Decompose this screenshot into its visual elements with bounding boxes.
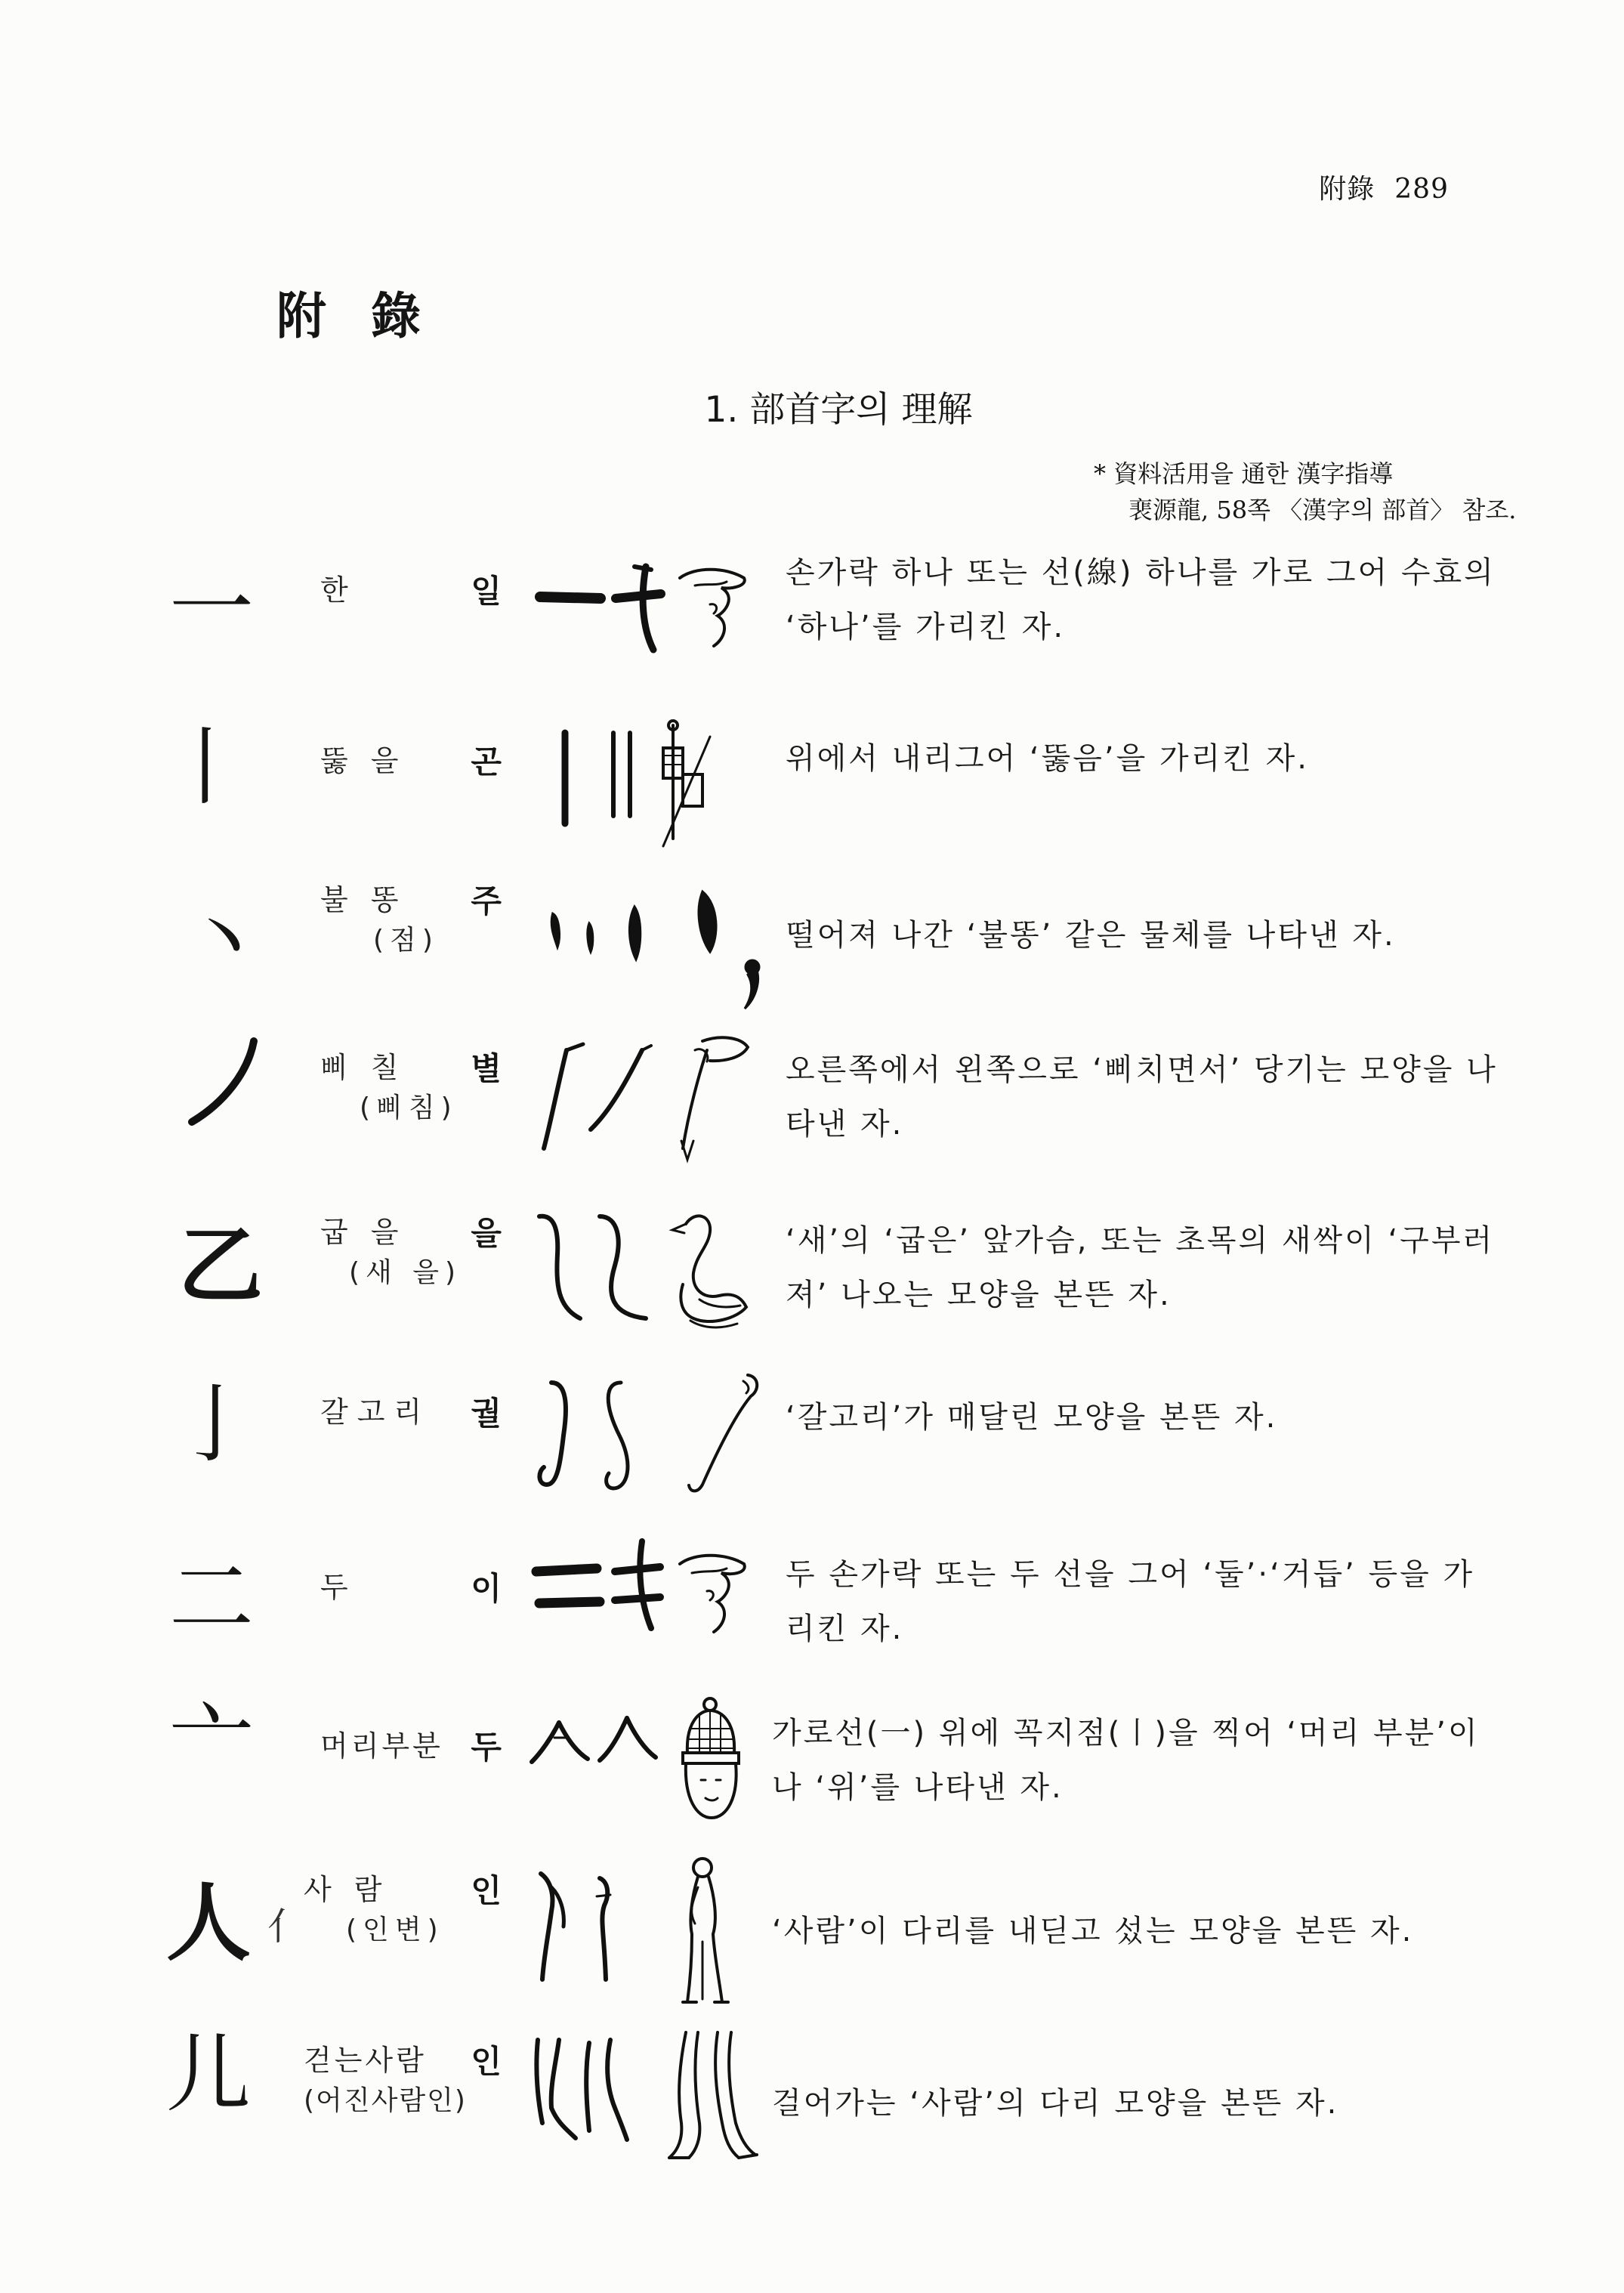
radical-meaning: 사람 <box>304 1873 405 1906</box>
radical-name <box>304 1389 502 1431</box>
appendix-title: 附 錄 <box>276 286 434 345</box>
ancient-forms-illustration <box>521 2010 770 2168</box>
radical-character: 丶 <box>181 892 266 990</box>
radical-description: ‘새’의 ‘굽은’ 앞가슴, 또는 초목의 새싹이 ‘구부러져’ 나오는 모양을 본뜬 자. <box>786 1223 1495 1312</box>
ancient-forms-illustration <box>521 1685 770 1843</box>
radical-character <box>178 1028 269 1133</box>
radical-meaning: 갈고리 <box>320 1395 431 1429</box>
radical-meaning: 걷는사람 <box>304 2044 427 2077</box>
ancient-forms-illustration <box>521 861 770 1020</box>
running-header-section: 附錄 <box>1319 174 1375 205</box>
source-note-line-2: 裵源龍, 58쪽 〈漢字의 部首〉 참조. <box>1128 496 1517 524</box>
radical-alt-name: (어진사람인) <box>304 2085 467 2116</box>
radical-alt-name: (삐침) <box>360 1092 458 1123</box>
radical-description: 손가락 하나 또는 선(線) 하나를 가로 그어 수효의 ‘하나’를 가리킨 자. <box>786 555 1496 644</box>
radical-meaning: 뚫을 <box>320 744 421 777</box>
radical-reading: 인 <box>471 1872 502 1909</box>
page-number: 289 <box>1394 174 1449 205</box>
radical-name <box>304 1044 502 1125</box>
radical-reading: 을 <box>471 1215 502 1252</box>
radical-name <box>304 567 502 609</box>
radical-character: 乙 <box>178 1217 263 1315</box>
radical-character: 一 <box>169 560 254 658</box>
source-note-line-1: * 資料活用을 通한 漢字指導 <box>1094 459 1394 488</box>
radical-reading: 궐 <box>471 1395 502 1432</box>
radical-alt-name: (새 을) <box>349 1257 462 1288</box>
radical-character: 儿 <box>166 2026 251 2124</box>
ancient-forms-illustration <box>521 1851 770 2010</box>
radical-character: 丨 <box>163 718 248 817</box>
radical-character: 亅 <box>172 1376 257 1474</box>
radical-name <box>304 737 502 780</box>
radical-reading: 곤 <box>471 743 502 780</box>
radical-meaning: 불똥 <box>320 883 421 916</box>
radical-name <box>304 876 502 957</box>
source-note <box>1094 456 1516 528</box>
ancient-forms-illustration <box>521 1519 770 1677</box>
radical-alt-name: (인변) <box>346 1914 444 1945</box>
ancient-forms-illustration <box>521 1194 770 1352</box>
radical-name <box>304 1723 502 1765</box>
ancient-forms-illustration <box>521 703 770 861</box>
section-title: 1. 部首字의 理解 <box>704 389 973 431</box>
running-header <box>1319 168 1449 206</box>
radical-reading: 이 <box>471 1570 502 1607</box>
radical-description: 걸어가는 ‘사람’의 다리 모양을 본뜬 자. <box>772 2086 1339 2121</box>
radical-meaning: 머리부분 <box>320 1729 443 1763</box>
radical-description: 가로선(一) 위에 꼭지점(丨)을 찍어 ‘머리 부분’이나 ‘위’를 나타낸 자. <box>772 1716 1480 1805</box>
radical-character: 亠 <box>169 1693 254 1791</box>
ancient-forms-illustration <box>521 1360 770 1519</box>
radical-variant-form: 亻 <box>267 1905 305 1948</box>
radical-reading: 인 <box>471 2043 502 2080</box>
radical-meaning: 삐칠 <box>320 1051 421 1084</box>
radical-reading: 별 <box>471 1050 502 1087</box>
radical-description: ‘사람’이 다리를 내딛고 섰는 모양을 본뜬 자. <box>772 1914 1414 1948</box>
ancient-forms-illustration <box>521 544 770 703</box>
radical-character: 人 <box>166 1874 251 1973</box>
radical-description: 두 손가락 또는 두 선을 그어 ‘둘’·‘거듭’ 등을 가리킨 자. <box>786 1557 1475 1646</box>
radical-description: 오른쪽에서 왼쪽으로 ‘삐치면서’ 당기는 모양을 나타낸 자. <box>786 1052 1498 1142</box>
radical-name <box>304 2037 502 2118</box>
radical-meaning: 한 <box>320 573 371 607</box>
radical-alt-name: (점) <box>373 925 439 956</box>
radical-name <box>304 1209 502 1290</box>
radical-character: 二 <box>169 1550 254 1648</box>
radical-name <box>304 1866 502 1947</box>
radical-reading: 일 <box>471 573 502 610</box>
radical-reading: 주 <box>471 882 502 919</box>
radical-description: ‘갈고리’가 매달린 모양을 본뜬 자. <box>786 1400 1278 1435</box>
radical-name <box>304 1564 502 1606</box>
radical-description: 떨어져 나간 ‘불똥’ 같은 물체를 나타낸 자. <box>786 918 1396 953</box>
ancient-forms-illustration <box>521 1028 770 1186</box>
radical-meaning: 굽을 <box>320 1216 421 1249</box>
radical-description: 위에서 내리그어 ‘뚫음’을 가리킨 자. <box>786 741 1309 776</box>
radical-meaning: 두 <box>320 1571 371 1604</box>
radical-reading: 두 <box>471 1729 502 1766</box>
